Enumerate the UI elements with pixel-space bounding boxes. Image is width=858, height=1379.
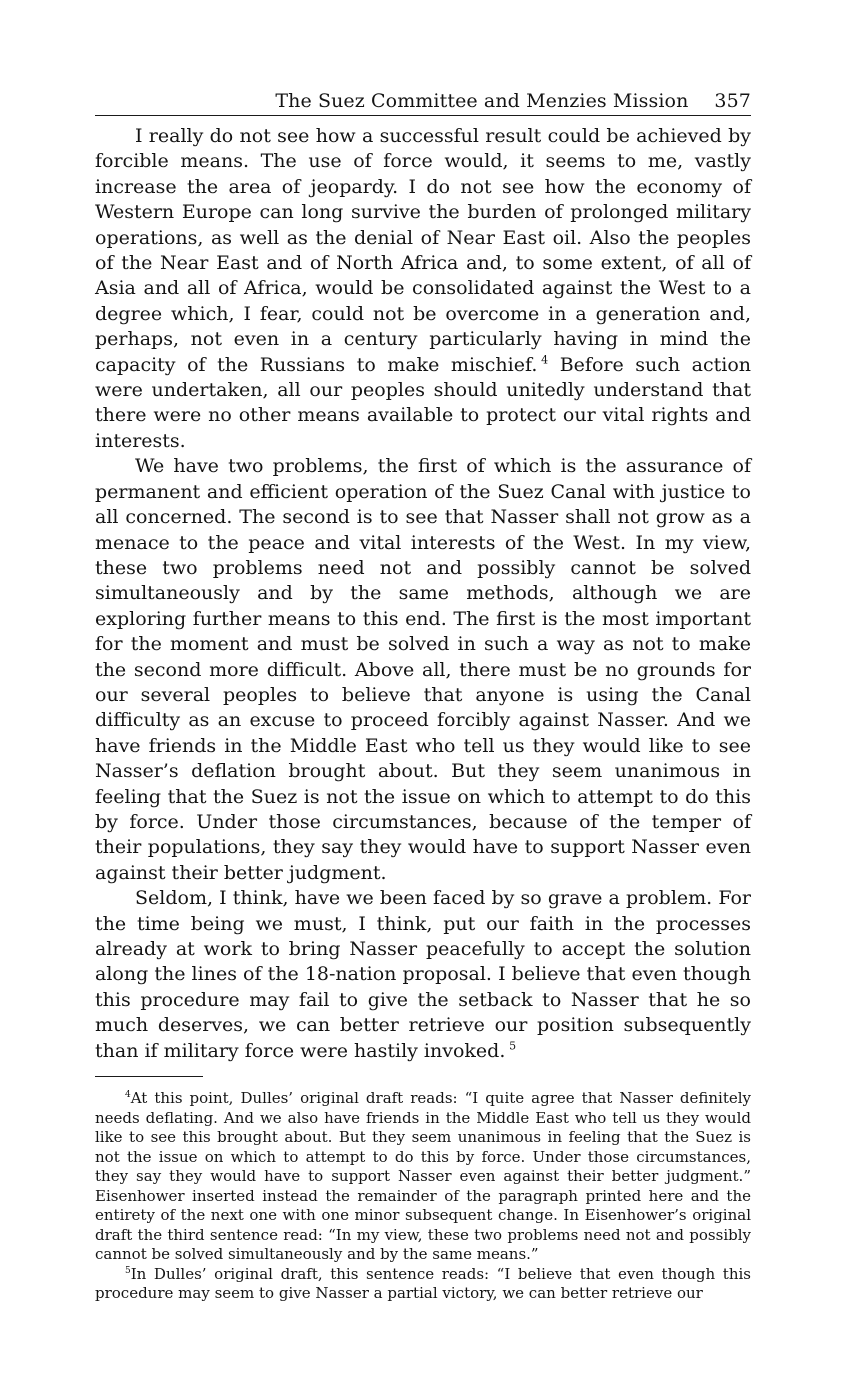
running-head	[95, 88, 751, 116]
paragraph: We have two problems, the first of which is the assurance of permanent and efficient operation of the Suez Canal with justice to all concerned. The second is to see that Nasser shall not grow as a menace to the peace and vital interests of the West. In my view, these two problems need not and possibly cannot be solved simultaneously and by the same methods, although we are exploring further means to this end. The first is the most important for the moment and must be solved in such a way as not to make the second more difficult. Above all, there must be no grounds for our several peoples to believe that anyone is using the Canal difficulty as an excuse to proceed forcibly against Nasser. And we have friends in the Middle East who tell us they would like to see Nasser’s deflation brought about. But they seem unanimous in feeling that the Suez is not the issue on which to attempt to do this by force. Under those circumstances, because of the temper of their populations, they say they would have to support Nasser even against their better judgment.	[95, 455, 751, 884]
footnote-text: In Dulles’ original draft, this sentence reads: “I believe that even though this procedure may seem to give Nasser a partial victory, we can better retrieve our	[95, 1264, 751, 1303]
paragraph-text: Seldom, I think, have we been faced by so grave a problem. For the time being we must, I think, put our faith in the processes already at work to bring Nasser peacefully to accept the solution along the lines of the 18-nation proposal. I believe that even though this procedure may fail to give the setback to Nasser that he so much deserves, we can better retrieve our position subsequently than if military force were hastily invoked.	[95, 887, 751, 1062]
running-head-title: The Suez Committee and Menzies Mission	[275, 90, 689, 112]
paragraph-text: Before such action were undertaken, all our peoples should unitedly understand that there were no other means available to protect our vital rights and interests.	[95, 353, 751, 452]
footnote-4	[95, 1089, 751, 1265]
footnote-marker: 4	[125, 1090, 131, 1101]
footnote-divider	[95, 1076, 203, 1077]
footnote-ref-5[interactable]: 5	[509, 1039, 517, 1053]
footnote-ref-4[interactable]: 4	[541, 353, 549, 367]
footnotes	[95, 1089, 751, 1304]
paragraph	[95, 124, 751, 454]
paragraph-text: I really do not see how a successful result could be achieved by forcible means. The use of force would, it seems to me, vastly increase the area of jeopardy. I do not see how the economy of Western Europe can long survive the burden of prolonged military operations, as well as the denial of Near East oil. Also the peoples of the Near East and of North Africa and, to some extent, of all of Asia and all of Africa, would be consolidated against the West to a degree which, I fear, could not be overcome in a generation and, perhaps, not even in a century particularly having in mind the capacity of the Russians to make mischief.	[95, 125, 751, 376]
footnote-5	[95, 1265, 751, 1304]
footnote-marker: 5	[125, 1265, 131, 1276]
book-page	[95, 88, 751, 1304]
paragraph	[95, 886, 751, 1064]
main-text	[95, 124, 751, 1064]
page-number: 357	[714, 90, 751, 112]
footnote-text: At this point, Dulles’ original draft reads: “I quite agree that Nasser definitely needs deflating. And we also have friends in the Middle East who tell us they would like to see this brought about. But they seem unanimous in feeling that the Suez is not the issue on which to attempt to do this by force. Under those circumstances, they say they would have to support Nasser even against their better judgment.” Eisenhower inserted instead the remainder of the paragraph printed here and the entirety of the next one with one minor subsequent change. In Eisenhower’s original draft the third sentence read: “In my view, these two problems need not and possibly cannot be solved simultaneously and by the same means.”	[95, 1089, 751, 1264]
